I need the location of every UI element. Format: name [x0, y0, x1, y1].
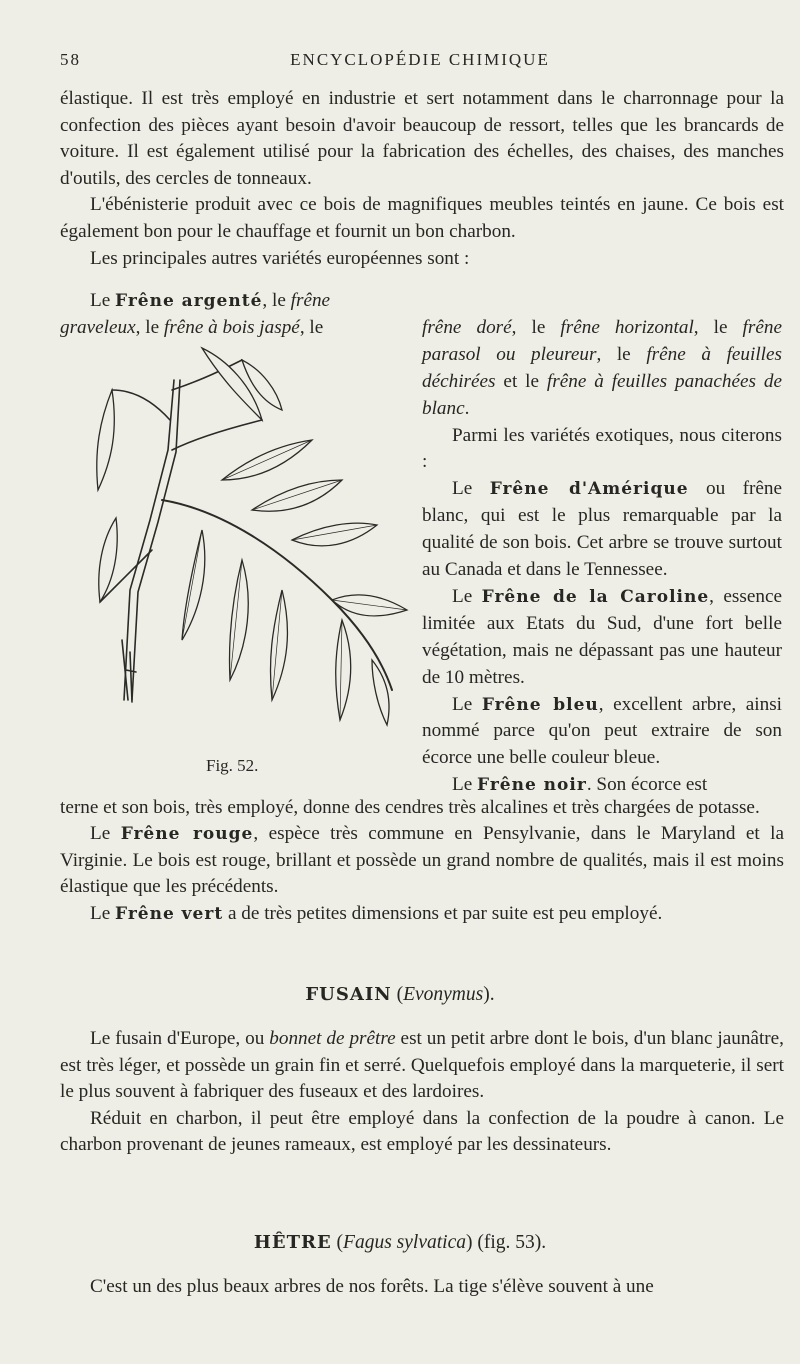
- intro-text: [60, 86, 784, 272]
- noir-continuation: [60, 768, 784, 928]
- term-frene-amerique: Frêne d'Amérique: [489, 479, 689, 500]
- right-column: [422, 288, 782, 799]
- paragraph: Parmi les variétés exotiques, nous citerons :: [422, 424, 782, 473]
- paragraph: Le Frêne noir. Son écorce est: [452, 774, 708, 796]
- hetre-text: [60, 1274, 784, 1301]
- paragraph: Le Frêne argenté, le frêne graveleux, le frêne à bois jaspé, le: [60, 290, 331, 338]
- term-frene-noir: Frêne noir: [477, 775, 587, 796]
- paragraph: Les principales autres variétés européennes sont :: [90, 247, 470, 269]
- term-frene-vert: Frêne vert: [115, 903, 224, 924]
- paragraph: frêne doré, le frêne horizontal, le frêne parasol ou pleureur, le frêne à feuilles déchirées et le frêne à feuilles panachées de blanc.: [422, 316, 782, 419]
- paragraph: Le Frêne bleu, excellent arbre, ainsi nommé parce qu'on peut extraire de son écorce une belle couleur bleue.: [422, 693, 782, 769]
- section-heading-fusain: FUSAIN (Evonymus).: [305, 984, 495, 1005]
- paragraph: terne et son bois, très employé, donne des cendres très alcalines et très chargées de potasse.: [60, 796, 760, 818]
- ash-branch-illustration: [72, 340, 412, 740]
- page-number: 58: [60, 50, 81, 69]
- paragraph: C'est un des plus beaux arbres de nos forêts. La tige s'élève souvent à une: [90, 1276, 654, 1297]
- paragraph: Le Frêne de la Caroline, essence limitée aux Etats du Sud, d'une fort belle végétation, mais ne dépassant pas une hauteur de 10 mètres.: [422, 585, 782, 688]
- paragraph: Le Frêne d'Amérique ou frêne blanc, qui est le plus remarquable par la qualité de son bois. Cet arbre se trouve surtout au Canada et dans le Tennessee.: [422, 478, 782, 581]
- term-frene-argente: Frêne argenté: [115, 291, 263, 311]
- section-heading-hetre: HÊTRE (Fagus sylvatica) (fig. 53).: [253, 1232, 547, 1253]
- fusain-text: [60, 1026, 784, 1159]
- term-frene-caroline: Frêne de la Caroline: [481, 586, 710, 607]
- paragraph: L'ébénisterie produit avec ce bois de magnifiques meubles teintés en jaune. Ce bois est également bon pour le chauffage et fournit un bon charbon.: [60, 194, 784, 242]
- paragraph: Le Frêne rouge, espèce très commune en Pensylvanie, dans le Maryland et la Virginie. Le bois est rouge, brillant et possède un grand nombre de qualités, mais il est moins élastique que les précédents.: [60, 823, 784, 898]
- argente-lead: [60, 288, 400, 341]
- paragraph: Réduit en charbon, il peut être employé dans la confection de la poudre à canon. Le charbon provenant de jeunes rameaux, est employé par les dessinateurs.: [60, 1107, 784, 1156]
- term-frene-bleu: Frêne bleu: [481, 694, 599, 715]
- figure-caption: Fig. 52.: [206, 756, 259, 775]
- paragraph: Le fusain d'Europe, ou bonnet de prêtre est un petit arbre dont le bois, d'un blanc jaunâtre, est très léger, et possède un grain fin et serré. Quelquefois employé dans la marqueterie, il sert le plus souvent à fabriquer des fuseaux et des lardoires.: [60, 1028, 784, 1103]
- paragraph: élastique. Il est très employé en industrie et sert notamment dans le charronnage pour la confection des pièces ayant besoin d'avoir beaucoup de ressort, telles que les brancards de voiture. Il est également utilisé pour la fabrication des échelles, des chaises, des manches d'outils, des cercles de tonneaux.: [60, 88, 784, 189]
- term-frene-rouge: Frêne rouge: [120, 824, 254, 845]
- page-header: [60, 46, 780, 76]
- running-title: ENCYCLOPÉDIE CHIMIQUE: [290, 50, 550, 69]
- paragraph: Le Frêne vert a de très petites dimensions et par suite est peu employé.: [90, 902, 663, 924]
